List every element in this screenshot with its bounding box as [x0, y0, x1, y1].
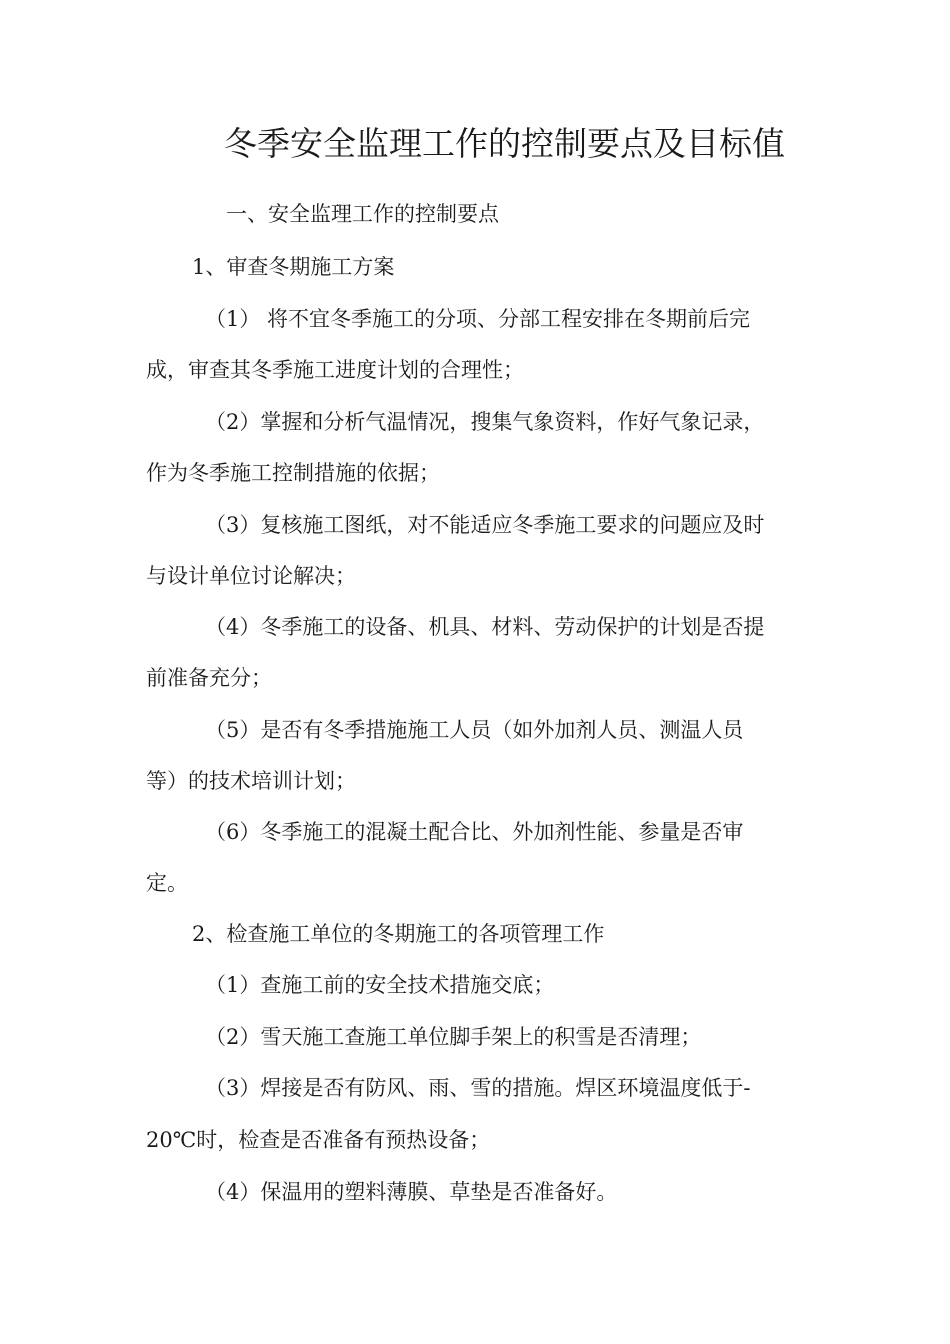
point-line: （3）复核施工图纸，对不能适应冬季施工要求的问题应及时 — [205, 513, 765, 537]
point-line: 等）的技术培训计划； — [146, 769, 356, 793]
document-title: 冬季安全监理工作的控制要点及目标值 — [224, 124, 785, 163]
point-line: （4）冬季施工的设备、机具、材料、劳动保护的计划是否提 — [205, 615, 765, 639]
point-line: （2）掌握和分析气温情况，搜集气象资料，作好气象记录， — [205, 410, 765, 434]
point-line: （1） 将不宜冬季施工的分项、分部工程安排在冬期前后完 — [205, 307, 751, 331]
point-line: （1）查施工前的安全技术措施交底； — [205, 973, 555, 997]
section-heading: 一、安全监理工作的控制要点 — [226, 202, 499, 226]
point-line: （4）保温用的塑料薄膜、草垫是否准备好。 — [205, 1180, 618, 1204]
point-line: （3）焊接是否有防风、雨、雪的措施。焊区环境温度低于- — [205, 1076, 751, 1100]
point-line: 20℃时，检查是否准备有预热设备； — [146, 1128, 491, 1152]
point-line: 与设计单位讨论解决； — [146, 564, 356, 588]
point-line: 成，审查其冬季施工进度计划的合理性； — [146, 358, 524, 382]
point-line: （5）是否有冬季措施施工人员（如外加剂人员、测温人员 — [205, 718, 744, 742]
item-heading: 2、检查施工单位的冬期施工的各项管理工作 — [192, 922, 605, 946]
point-line: （6）冬季施工的混凝土配合比、外加剂性能、参量是否审 — [205, 820, 744, 844]
point-line: 定。 — [146, 871, 188, 895]
point-line: （2）雪天施工查施工单位脚手架上的积雪是否清理； — [205, 1025, 702, 1049]
point-line: 作为冬季施工控制措施的依据； — [146, 461, 440, 485]
item-heading: 1、审查冬期施工方案 — [192, 255, 395, 279]
point-line: 前准备充分； — [146, 666, 272, 690]
